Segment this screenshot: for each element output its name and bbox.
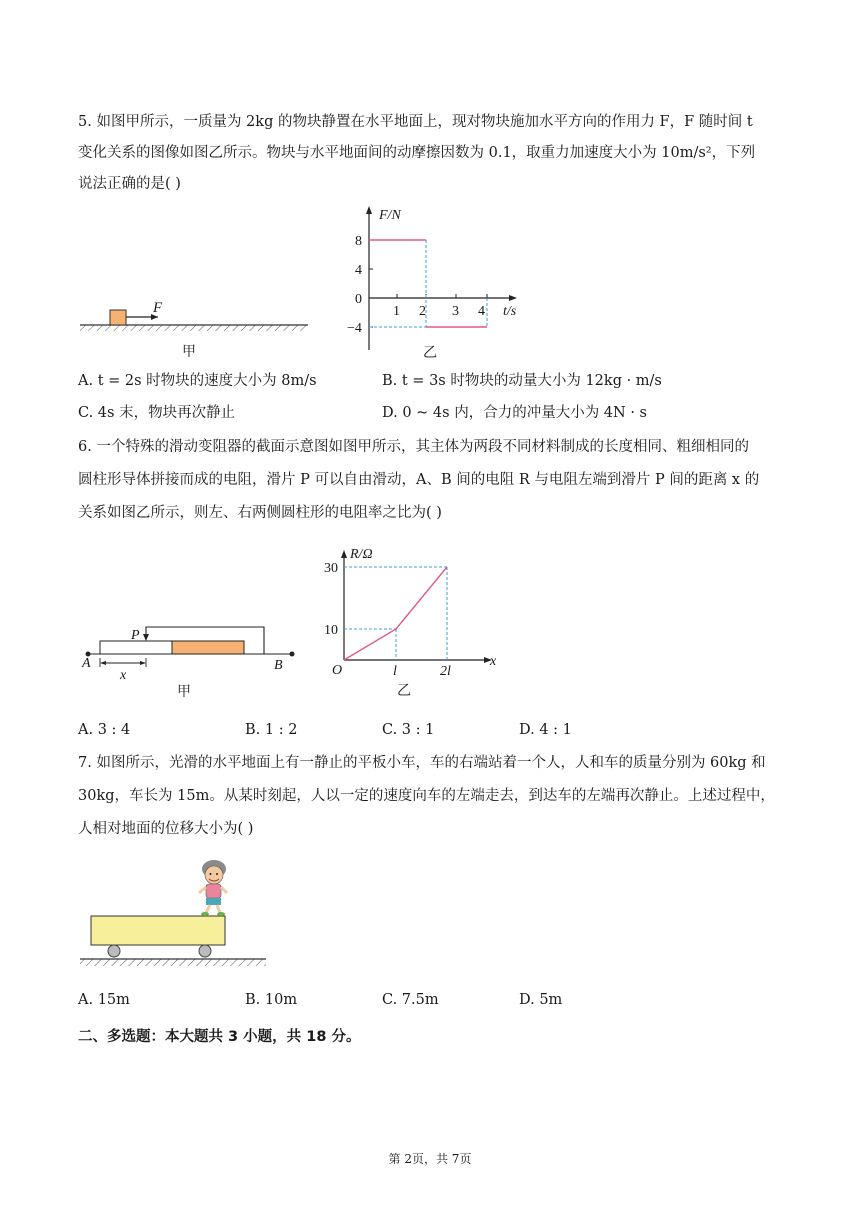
q7-option-a[interactable]: A. 15m — [78, 992, 130, 1008]
x-tick-1: 1 — [393, 304, 400, 319]
right-conductor — [172, 641, 244, 654]
x-tick-l: l — [393, 664, 397, 679]
x-tick-4: 4 — [478, 304, 485, 319]
q6-rheostat-figure — [78, 615, 303, 700]
q7-stem-line1: 7. 如图所示，光滑的水平地面上有一静止的平板小车，车的右端站着一个人，人和车的质量分别为 60kg 和 — [78, 755, 766, 771]
q6-stem-line2: 圆柱形导体拼接而成的电阻，滑片 P 可以自由滑动，A、B 间的电阻 R 与电阻左端到滑片 P 间的距离 x 的 — [78, 472, 760, 488]
page-footer: 第 2页，共 7页 — [388, 1152, 472, 1166]
block — [110, 310, 126, 325]
q6-stem-line1: 6. 一个特殊的滑动变阻器的截面示意图如图甲所示，其主体为两段不同材料制成的长度相同、粗细相同的 — [78, 439, 749, 455]
cart-wheel-right — [199, 945, 211, 957]
caption-jia: 甲 — [177, 685, 191, 700]
y-axis-label: R/Ω — [350, 547, 373, 562]
q5-stem-line3: 说法正确的是( ) — [78, 176, 181, 192]
q5-force-time-chart — [335, 200, 535, 365]
caption-jia: 甲 — [182, 345, 196, 360]
section-heading: 二、多选题：本大题共 3 小题，共 18 分。 — [78, 1029, 361, 1045]
person — [199, 860, 227, 916]
q5-option-b[interactable]: B. t = 3s 时物块的动量大小为 12kg · m/s — [382, 373, 662, 389]
y-tick-8: 8 — [355, 234, 362, 249]
caption-yi: 乙 — [423, 346, 437, 361]
slider-p — [143, 634, 149, 641]
q5-stem-line2: 变化关系的图像如图乙所示。物块与水平地面间的动摩擦因数为 0.1，取重力加速度大小为 10m/s²，下列 — [78, 145, 756, 161]
q7-option-c[interactable]: C. 7.5m — [382, 992, 439, 1008]
q5-option-c[interactable]: C. 4s 末，物块再次静止 — [78, 405, 236, 421]
q6-stem-line3: 关系如图乙所示，则左、右两侧圆柱形的电阻率之比为( ) — [78, 505, 442, 521]
q7-stem-line2: 30kg，车长为 15m。从某时刻起，人以一定的速度向车的左端走去，到达车的左端再次静止。上述过程中， — [78, 788, 775, 804]
q6-option-d[interactable]: D. 4 : 1 — [519, 722, 572, 738]
x-axis-label: x — [490, 654, 497, 669]
y-tick-30: 30 — [324, 561, 338, 576]
x-tick-2l: 2l — [440, 664, 451, 679]
label-x: x — [120, 668, 127, 683]
y-tick-10: 10 — [324, 623, 338, 638]
label-p: P — [131, 628, 140, 643]
label-b: B — [274, 658, 283, 673]
origin-label: 0 — [355, 292, 362, 307]
cart-wheel-left — [108, 945, 120, 957]
q7-option-d[interactable]: D. 5m — [519, 992, 563, 1008]
q5-stem-line1: 5. 如图甲所示，一质量为 2kg 的物块静置在水平地面上，现对物块施加水平方向的作用力 F，F 随时间 t — [78, 114, 753, 130]
origin-label: O — [332, 663, 343, 678]
x-tick-3: 3 — [452, 304, 459, 319]
q6-option-a[interactable]: A. 3 : 4 — [78, 722, 131, 738]
q7-stem-line3: 人相对地面的位移大小为( ) — [78, 821, 254, 837]
caption-yi: 乙 — [397, 684, 411, 699]
q7-option-b[interactable]: B. 10m — [245, 992, 298, 1008]
q6-option-b[interactable]: B. 1 : 2 — [245, 722, 298, 738]
q5-option-d[interactable]: D. 0 ~ 4s 内，合力的冲量大小为 4N · s — [382, 405, 647, 421]
q5-figure-a — [78, 290, 313, 365]
y-axis-label: F/N — [379, 208, 401, 223]
cart — [91, 916, 225, 945]
q5-option-a[interactable]: A. t = 2s 时物块的速度大小为 8m/s — [78, 373, 317, 389]
label-a: A — [82, 656, 91, 671]
y-tick-4: 4 — [355, 263, 362, 278]
q6-option-c[interactable]: C. 3 : 1 — [382, 722, 435, 738]
y-tick-neg4: −4 — [347, 321, 362, 336]
x-tick-2: 2 — [419, 304, 426, 319]
x-axis-label: t/s — [503, 304, 517, 319]
q7-cart-figure — [78, 855, 273, 975]
force-label: F — [153, 300, 163, 316]
q6-resistance-chart — [320, 540, 510, 700]
